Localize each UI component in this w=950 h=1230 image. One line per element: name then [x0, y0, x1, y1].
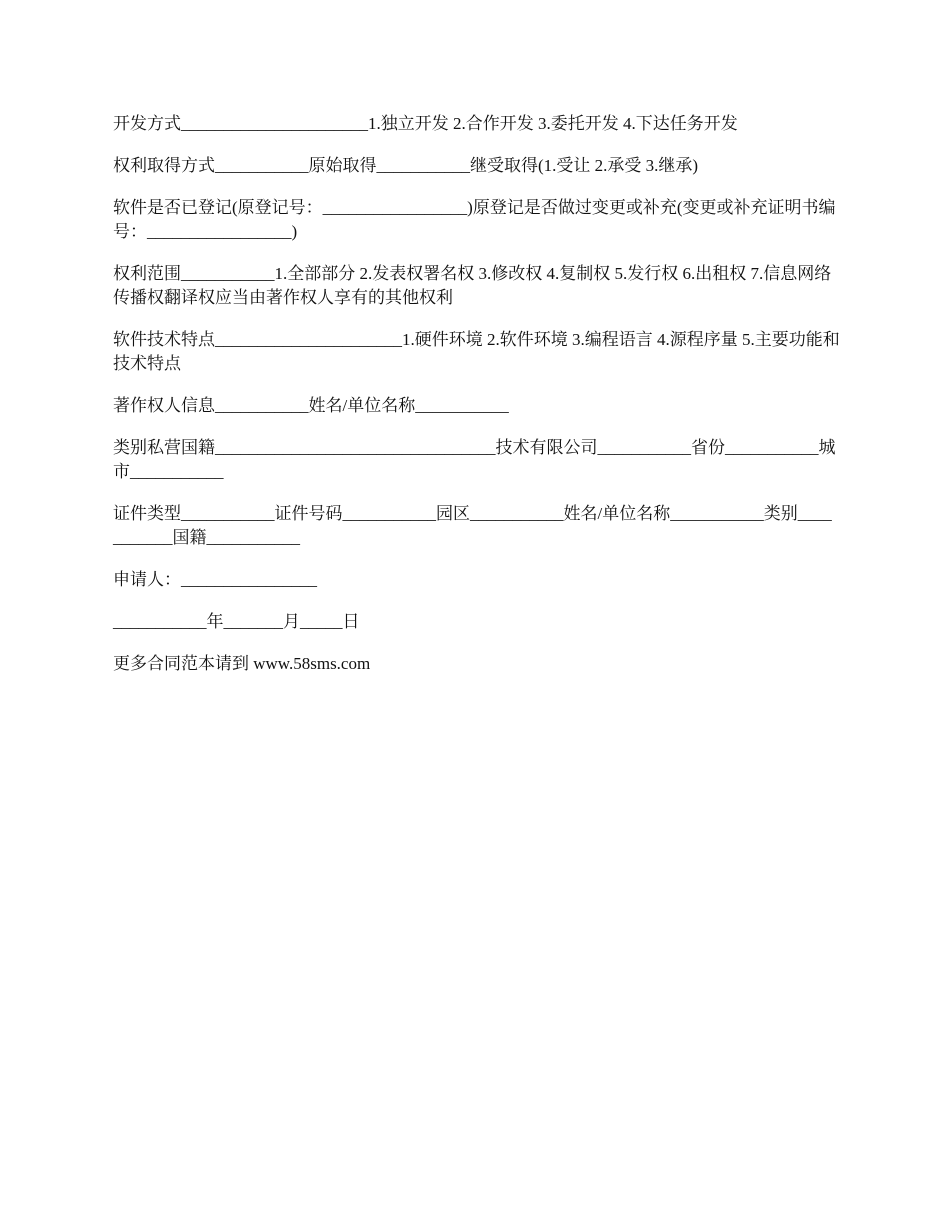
paragraph-registration: 软件是否已登记(原登记号：_________________)原登记是否做过变更或补充(变更或补充证明书编号：_________________) — [113, 198, 836, 241]
paragraph-technical-features: 软件技术特点______________________1.硬件环境 2.软件环境 3.编程语言 4.源程序量 5.主要功能和技术特点 — [113, 330, 840, 373]
paragraph-rights-acquisition: 权利取得方式___________原始取得___________继受取得(1.受让 2.承受 3.继承) — [113, 156, 699, 175]
paragraph-applicant: 申请人：________________ — [113, 570, 317, 589]
paragraph-date: ___________年_______月_____日 — [113, 612, 360, 631]
document-body — [113, 112, 840, 694]
paragraph-copyright-holder: 著作权人信息___________姓名/单位名称___________ — [113, 396, 509, 415]
paragraph-category-nationality: 类别私营国籍_________________________________技术有限公司___________省份___________城市___________ — [113, 438, 836, 481]
paragraph-rights-scope: 权利范围___________1.全部部分 2.发表权署名权 3.修改权 4.复制权 5.发行权 6.出租权 7.信息网络传播权翻译权应当由著作权人享有的其他权利 — [113, 264, 832, 307]
paragraph-certificate: 证件类型___________证件号码___________园区___________姓名/单位名称___________类别___________国籍___________ — [113, 504, 832, 547]
paragraph-development-method: 开发方式______________________1.独立开发 2.合作开发 3.委托开发 4.下达任务开发 — [113, 114, 738, 133]
paragraph-footer-link: 更多合同范本请到 www.58sms.com — [113, 654, 371, 673]
